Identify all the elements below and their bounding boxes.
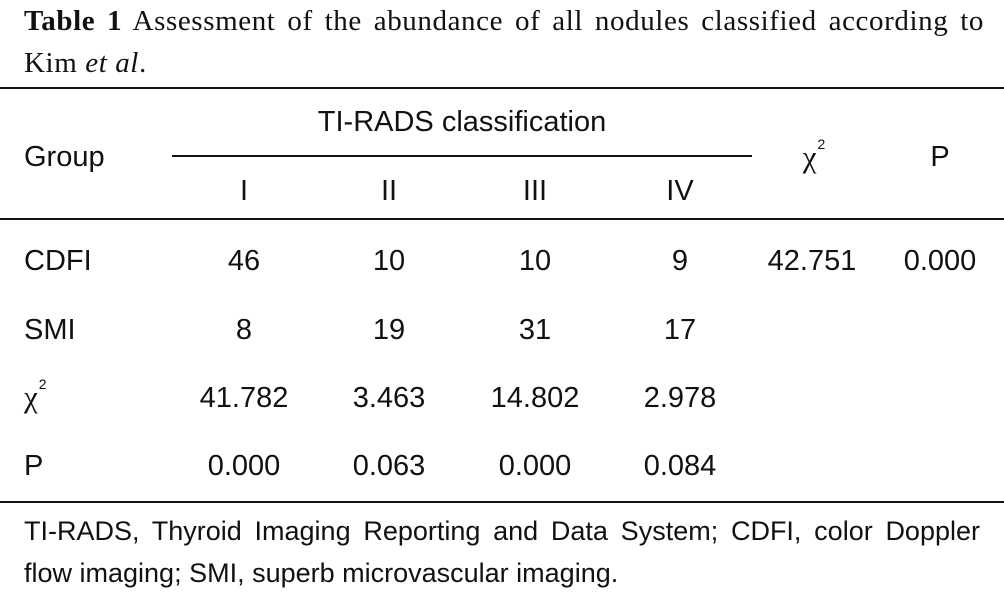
header-tirads-span: TI-RADS classification: [317, 106, 607, 138]
table-cell: 8: [235, 314, 253, 346]
chi-symbol: χ: [802, 139, 817, 174]
table-bottom-rule: [0, 501, 1004, 503]
table-cell: 2.978: [643, 382, 717, 414]
table-cell: 9: [671, 245, 689, 277]
caption-italic: et al: [85, 47, 139, 79]
row-label-p: P: [24, 450, 44, 482]
row-label-smi: SMI: [24, 314, 76, 346]
table-top-rule: [0, 87, 1004, 89]
table-cell: 19: [372, 314, 406, 346]
table-cell: 14.802: [490, 382, 580, 414]
table-cell: 0.084: [643, 450, 717, 482]
caption-text: Assessment of the abundance of all nodules classified according to Kim: [24, 5, 984, 79]
row-chi-superscript: 2: [38, 376, 47, 392]
header-class-1: I: [239, 175, 249, 207]
header-class-4: IV: [666, 175, 694, 207]
header-bottom-rule: [0, 218, 1004, 220]
table-footnote: TI-RADS, Thyroid Imaging Reporting and Data System; CDFI, color Doppler flow imaging; SMI, superb microvascular imaging.: [24, 516, 980, 588]
table-cell: 17: [663, 314, 697, 346]
header-class-3: III: [522, 175, 548, 207]
row-label-cdfi: CDFI: [24, 245, 92, 277]
chi-superscript: 2: [817, 136, 826, 152]
header-span-rule: [172, 155, 752, 157]
table-cell: 3.463: [352, 382, 426, 414]
table-cell: 10: [518, 245, 552, 277]
table-cell: 0.063: [352, 450, 426, 482]
table-cell: 41.782: [199, 382, 289, 414]
table-cell: 31: [518, 314, 552, 346]
table-cell: 46: [227, 245, 261, 277]
table-cell: 10: [372, 245, 406, 277]
table-caption: [24, 0, 984, 84]
header-group: Group: [24, 141, 105, 173]
p-value: 0.000: [903, 245, 977, 277]
table-label: Table 1: [24, 5, 123, 37]
header-chi-square: [802, 136, 826, 174]
table-cell: 0.000: [207, 450, 281, 482]
chi-square-value: 42.751: [767, 245, 857, 277]
row-chi-symbol: χ: [24, 379, 38, 414]
header-class-2: II: [380, 175, 398, 207]
row-label-chi-square: [24, 376, 47, 414]
caption-end: .: [138, 47, 147, 79]
table-cell: 0.000: [498, 450, 572, 482]
header-p: P: [930, 141, 950, 173]
